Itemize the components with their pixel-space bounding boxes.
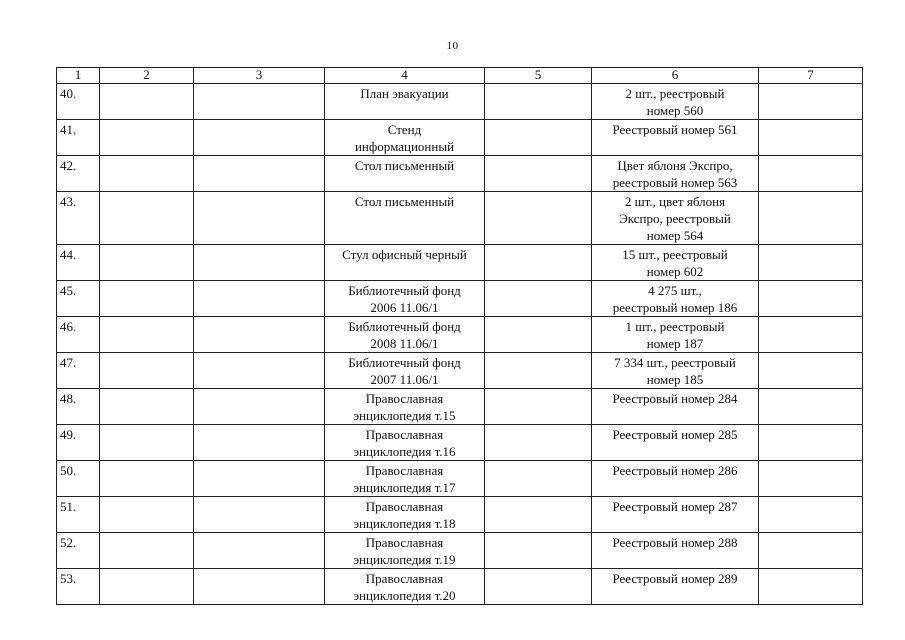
table-row — [57, 353, 863, 389]
item-note-line: Реестровый номер 561 — [612, 122, 738, 137]
item-note-line: Реестровый номер 285 — [612, 427, 738, 442]
table-row — [57, 389, 863, 425]
empty-cell — [759, 353, 863, 389]
item-note-cell — [592, 461, 759, 497]
empty-cell — [100, 245, 194, 281]
empty-cell — [194, 389, 325, 425]
empty-cell — [194, 84, 325, 120]
empty-cell — [485, 192, 592, 245]
empty-cell — [194, 461, 325, 497]
item-name-cell — [325, 84, 485, 120]
item-note-line: Реестровый номер 288 — [612, 535, 738, 550]
item-note-cell — [592, 84, 759, 120]
item-note-line: номер 185 — [646, 372, 704, 387]
empty-cell — [759, 120, 863, 156]
item-note-line: 2 шт., цвет яблоня — [624, 194, 726, 209]
item-name-line: информационный — [354, 139, 455, 154]
empty-cell — [485, 281, 592, 317]
table-header-row — [57, 68, 863, 84]
page-number: 10 — [446, 40, 459, 52]
empty-cell — [759, 192, 863, 245]
item-name-line: энциклопедия т.15 — [353, 408, 456, 423]
table-row — [57, 120, 863, 156]
item-name-line: Стул офисный черный — [342, 247, 467, 262]
empty-cell — [759, 156, 863, 192]
empty-cell — [100, 389, 194, 425]
row-number: 45. — [60, 283, 77, 298]
empty-cell — [759, 389, 863, 425]
item-name-cell — [325, 497, 485, 533]
column-header: 3 — [194, 68, 325, 84]
row-number-cell — [57, 425, 100, 461]
table-row — [57, 281, 863, 317]
row-number-cell — [57, 156, 100, 192]
item-note-line: 7 334 шт., реестровый — [614, 355, 736, 370]
empty-cell — [759, 461, 863, 497]
empty-cell — [759, 317, 863, 353]
item-name-line: Православная — [365, 427, 444, 442]
empty-cell — [100, 156, 194, 192]
item-name-line: Православная — [365, 463, 444, 478]
column-header: 6 — [592, 68, 759, 84]
row-number: 42. — [60, 158, 77, 173]
item-note-cell — [592, 192, 759, 245]
item-note-cell — [592, 569, 759, 605]
item-note-line: Реестровый номер 284 — [612, 391, 738, 406]
empty-cell — [485, 389, 592, 425]
item-name-line: Библиотечный фонд — [348, 319, 461, 334]
column-header: 4 — [325, 68, 485, 84]
empty-cell — [759, 569, 863, 605]
row-number-cell — [57, 461, 100, 497]
item-name-cell — [325, 245, 485, 281]
item-name-line: Православная — [365, 535, 444, 550]
item-note-cell — [592, 120, 759, 156]
item-note-line: реестровый номер 186 — [612, 300, 738, 315]
row-number: 46. — [60, 319, 77, 334]
row-number-cell — [57, 192, 100, 245]
table-row — [57, 192, 863, 245]
item-note-cell — [592, 353, 759, 389]
empty-cell — [100, 569, 194, 605]
row-number: 51. — [60, 499, 77, 514]
empty-cell — [485, 245, 592, 281]
item-name-line: План эвакуации — [360, 86, 449, 101]
item-note-cell — [592, 533, 759, 569]
item-note-line: 4 275 шт., — [648, 283, 702, 298]
item-name-cell — [325, 317, 485, 353]
empty-cell — [100, 281, 194, 317]
row-number-cell — [57, 533, 100, 569]
item-note-line: номер 187 — [646, 336, 704, 351]
row-number: 44. — [60, 247, 77, 262]
item-name-line: Библиотечный фонд — [348, 283, 461, 298]
item-note-line: Цвет яблоня Экспро, — [617, 158, 733, 173]
item-name-cell — [325, 120, 485, 156]
table-row — [57, 317, 863, 353]
item-name-line: Стол письменный — [354, 194, 455, 209]
item-note-cell — [592, 389, 759, 425]
empty-cell — [194, 120, 325, 156]
row-number: 43. — [60, 194, 77, 209]
item-name-line: энциклопедия т.17 — [353, 480, 456, 495]
empty-cell — [194, 425, 325, 461]
table-row — [57, 84, 863, 120]
table-row — [57, 156, 863, 192]
item-name-line: энциклопедия т.16 — [353, 444, 456, 459]
table-row — [57, 461, 863, 497]
item-note-cell — [592, 156, 759, 192]
empty-cell — [485, 353, 592, 389]
item-note-line: Реестровый номер 287 — [612, 499, 738, 514]
empty-cell — [100, 192, 194, 245]
row-number-cell — [57, 84, 100, 120]
row-number: 40. — [60, 86, 77, 101]
item-name-line: Православная — [365, 391, 444, 406]
item-note-cell — [592, 425, 759, 461]
item-note-line: номер 602 — [646, 264, 704, 279]
table-row — [57, 245, 863, 281]
empty-cell — [759, 281, 863, 317]
item-note-line: Реестровый номер 286 — [612, 463, 738, 478]
empty-cell — [194, 317, 325, 353]
column-header: 5 — [485, 68, 592, 84]
item-note-line: Реестровый номер 289 — [612, 571, 738, 586]
item-name-cell — [325, 533, 485, 569]
empty-cell — [485, 533, 592, 569]
row-number: 50. — [60, 463, 77, 478]
table-row — [57, 497, 863, 533]
empty-cell — [485, 120, 592, 156]
item-note-cell — [592, 245, 759, 281]
item-name-line: 2008 11.06/1 — [370, 336, 439, 351]
item-note-cell — [592, 281, 759, 317]
empty-cell — [100, 353, 194, 389]
item-name-line: Библиотечный фонд — [348, 355, 461, 370]
item-name-line: 2006 11.06/1 — [370, 300, 439, 315]
item-name-line: Православная — [365, 499, 444, 514]
empty-cell — [194, 156, 325, 192]
empty-cell — [485, 84, 592, 120]
empty-cell — [194, 281, 325, 317]
row-number-cell — [57, 569, 100, 605]
item-note-cell — [592, 317, 759, 353]
row-number: 41. — [60, 122, 77, 137]
item-name-cell — [325, 569, 485, 605]
item-name-line: Стол письменный — [354, 158, 455, 173]
empty-cell — [100, 425, 194, 461]
item-note-line: 15 шт., реестровый — [622, 247, 728, 262]
empty-cell — [100, 317, 194, 353]
item-name-line: Стенд — [387, 122, 422, 137]
empty-cell — [759, 84, 863, 120]
row-number: 47. — [60, 355, 77, 370]
table-row — [57, 569, 863, 605]
item-name-line: энциклопедия т.18 — [353, 516, 456, 531]
table-row — [57, 533, 863, 569]
column-header: 1 — [57, 68, 100, 84]
row-number-cell — [57, 353, 100, 389]
empty-cell — [194, 192, 325, 245]
row-number-cell — [57, 245, 100, 281]
item-name-line: энциклопедия т.19 — [353, 552, 456, 567]
empty-cell — [194, 533, 325, 569]
empty-cell — [485, 425, 592, 461]
empty-cell — [759, 245, 863, 281]
item-note-cell — [592, 497, 759, 533]
item-note-line: Экспро, реестровый — [619, 211, 731, 226]
row-number-cell — [57, 120, 100, 156]
item-name-cell — [325, 192, 485, 245]
item-name-line: энциклопедия т.20 — [353, 588, 456, 603]
empty-cell — [100, 497, 194, 533]
empty-cell — [194, 245, 325, 281]
row-number-cell — [57, 317, 100, 353]
empty-cell — [485, 569, 592, 605]
empty-cell — [100, 120, 194, 156]
inventory-table — [56, 67, 863, 605]
item-name-cell — [325, 156, 485, 192]
table-row — [57, 425, 863, 461]
empty-cell — [100, 461, 194, 497]
empty-cell — [100, 533, 194, 569]
column-header: 2 — [100, 68, 194, 84]
item-note-line: реестровый номер 563 — [612, 175, 738, 190]
item-name-cell — [325, 389, 485, 425]
item-name-cell — [325, 353, 485, 389]
item-note-line: 2 шт., реестровый — [625, 86, 725, 101]
item-name-cell — [325, 461, 485, 497]
item-note-line: номер 560 — [646, 103, 704, 118]
row-number-cell — [57, 497, 100, 533]
empty-cell — [759, 497, 863, 533]
row-number: 52. — [60, 535, 77, 550]
empty-cell — [759, 425, 863, 461]
column-header: 7 — [759, 68, 863, 84]
empty-cell — [194, 497, 325, 533]
empty-cell — [100, 84, 194, 120]
empty-cell — [485, 497, 592, 533]
empty-cell — [485, 156, 592, 192]
empty-cell — [194, 569, 325, 605]
item-name-line: 2007 11.06/1 — [370, 372, 439, 387]
row-number: 48. — [60, 391, 77, 406]
row-number-cell — [57, 281, 100, 317]
empty-cell — [485, 461, 592, 497]
empty-cell — [194, 353, 325, 389]
item-name-cell — [325, 425, 485, 461]
item-name-cell — [325, 281, 485, 317]
empty-cell — [485, 317, 592, 353]
item-name-line: Православная — [365, 571, 444, 586]
row-number-cell — [57, 389, 100, 425]
row-number: 49. — [60, 427, 77, 442]
item-note-line: номер 564 — [646, 228, 704, 243]
row-number: 53. — [60, 571, 77, 586]
item-note-line: 1 шт., реестровый — [625, 319, 725, 334]
empty-cell — [759, 533, 863, 569]
